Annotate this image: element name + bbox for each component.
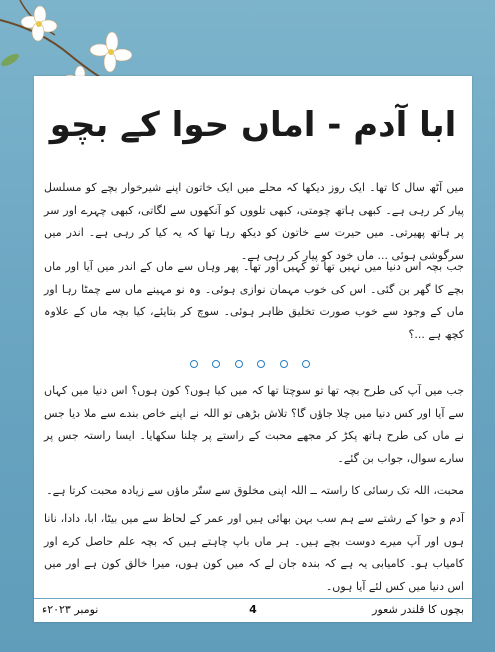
- footer-issue-date: نومبر ۲۰۲۳ء: [42, 603, 99, 616]
- dot-icon: [257, 360, 265, 368]
- dot-icon: [302, 360, 310, 368]
- dot-icon: [280, 360, 288, 368]
- dot-icon: [190, 360, 198, 368]
- paragraph-3: جب میں آپ کی طرح بچہ تھا تو سوچتا تھا کہ میں کیا ہوں؟ کون ہوں؟ اس دنیا میں کہاں سے آیا اور کس دنیا میں چلا جاؤں گا؟ تلاش بڑھی تو اللہ نے اپنے خاص بندے سے ملا دیا جس نے ماں کی طرح ہاتھ پکڑ کر مجھے محبت کے راستے پر چلنا سکھایا۔ ایسا راستہ جس پر سارے سوال، جواب بن گئے۔: [44, 384, 464, 465]
- paragraph-2: جب بچہ اس دنیا میں نہیں تھا تو کہیں اور تھا۔ پھر وہاں سے ماں کے اندر میں آیا اور ماں بچے کا گھر بن گئی۔ اس کی خوب مہمان نوازی ہوئی۔ وہ نو مہینے ماں سے چمٹا رہا اور ماں کے وجود سے خوب صورت تخلیق ظاہر ہوئی۔ سوچ کر بتایئے، کیا بچہ ماں کے علاوہ کچھ ہے ...؟: [44, 260, 464, 341]
- footer-page-number: 4: [249, 603, 257, 616]
- paragraph-4: محبت، اللہ تک رسائی کا راستہ ــ اللہ اپنی مخلوق سے ستّر ماؤں سے زیادہ محبت کرتا ہے۔: [46, 484, 464, 497]
- dot-icon: [235, 360, 243, 368]
- dot-icon: [212, 360, 220, 368]
- paragraph-1: میں آٹھ سال کا تھا۔ ایک روز دیکھا کہ محلے میں ایک خاتون اپنے شیرخوار بچے کو مسلسل پیار کر رہی ہے۔ کبھی ہاتھ چومتی، کبھی تلووں کو آنکھوں سے لگاتی، کبھی چہرے اور سر پر ہاتھ پھیرتی۔ میں حیرت سے خاتون کو دیکھ رہا تھا کہ یہ کیا کر رہی ہے۔ اندر میں سرگوشی ہوئی ... ماں خود کو پیار کر رہی ہے۔: [44, 181, 464, 262]
- separator-dots: [190, 360, 310, 372]
- page-title: ابا آدم - اماں حوا کے بچو: [49, 105, 457, 145]
- page-footer: [34, 598, 472, 623]
- footer-magazine-name: بچوں کا قلندر شعور: [372, 603, 464, 616]
- paragraph-5: آدم و حوا کے رشتے سے ہم سب بہن بھائی ہیں اور عمر کے لحاظ سے میں بیٹا، ابا، دادا، نانا ہوں اور آپ میرے دوست بچے ہیں۔ ہر ماں باپ چاہتے ہیں کہ بچہ علم حاصل کرے اور کامیاب ہو۔ کامیابی یہ ہے کہ بندہ جان لے کہ میں کون ہوں، میرا خالق کون ہے اور میں اس دنیا میں کس لئے آیا ہوں۔: [44, 512, 464, 593]
